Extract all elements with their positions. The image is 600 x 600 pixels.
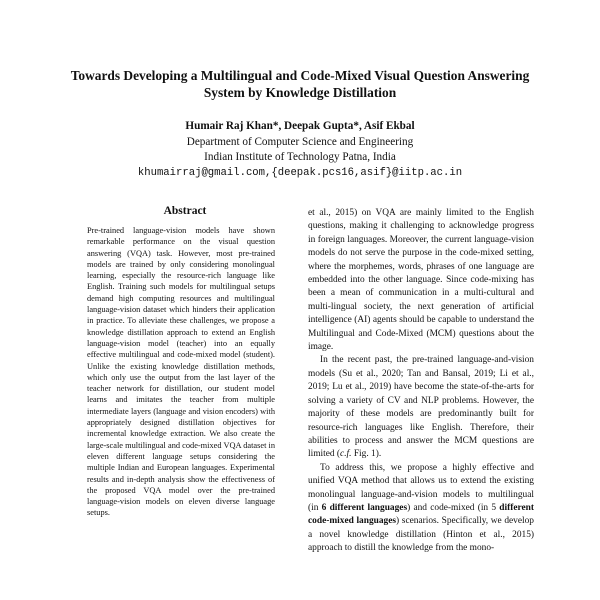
body-paragraph-2 [308,354,534,461]
abstract-text: Pre-trained language-vision models have shown remarkable performance on the visual question answering (VQA) task. However, most pre-trained models are trained by only considering monolingual learning, especially the resource-rich language like English. Training such models for multilingual setups demand high computing resources and multilingual language-vision dataset which hinders their application in practice. To alleviate these challenges, we propose a knowledge distillation approach to extend an English language-vision model (teacher) into an equally effective multilingual and code-mixed model (student). Unlike the existing knowledge distillation methods, which only use the output from the last layer of the teacher network for distillation, our student model learns and imitates the teacher from multiple intermediate layers (language and vision encoders) with appropriately designed distillation objectives for incremental knowledge extraction. We also create the large-scale multilingual and code-mixed VQA dataset in eleven different language setups considering the multiple Indian and European languages. Experimental results and in-depth analysis show the effectiveness of the proposed VQA model over the pre-trained language-vision models on eleven diverse language setups. [87,226,275,518]
body-paragraph-3-part-c: ) and code-mixed (in 5 [407,502,500,513]
body-paragraph-3-part-e: ) scenarios. Specifically, we develop a novel knowledge distillation (Hinton et al., 2015) approach to distill the knowledge from the mono- [308,516,534,554]
body-paragraph-3 [308,462,534,556]
author-block [60,119,540,181]
body-paragraph-3-part-a: To address this, we propose a highly effective and unified VQA method that allows us to extend the existing monolingual language-and-vision models to multilingual (in [308,462,534,513]
abstract-heading: Abstract [163,205,207,217]
institute: Indian Institute of Technology Patna, India [204,151,396,163]
figure-reference: Fig. 1). [351,449,382,460]
cf-abbrev: c.f. [340,449,352,460]
body-paragraph-2-text: In the recent past, the pre-trained language-and-vision models (Su et al., 2020; Tan and Bansal, 2019; Li et al., 2019; Lu et al., 2019) have become the state-of-the-arts for solving a variety of CV and NLP problems. However, the majority of these models are predominantly built for resource-rich languages like English. Therefore, their abilities to process and answer the MCM questions are limited ( [308,355,534,460]
body-column [308,207,534,556]
code-mixed-count-bold: different code-mixed languages [308,502,534,527]
paper-title: Towards Developing a Multilingual and Code-Mixed Visual Question Answering System by Knowledge Distillation [70,68,530,100]
languages-count-bold: 6 different languages [321,502,408,513]
author-names: Humair Raj Khan*, Deepak Gupta*, Asif Ekbal [185,120,415,132]
body-paragraph-1: et al., 2015) on VQA are mainly limited to the English questions, making it challenging to acknowledge progress in foreign languages. Moreover, the current language-vision models do not serve the purpose in the code-mixed setting, where the morphemes, words, phrases of one language are embedded into the other language. Since code-mixing has been a mean of communication in a multi-cultural and multi-lingual society, the next generation of artificial intelligence (AI) agents should be capable to understand the Multilingual and Code-Mixed (MCM) questions about the image. [308,208,534,353]
author-emails: khumairraj@gmail.com,{deepak.pcs16,asif}@iitp.ac.in [137,166,463,179]
department: Department of Computer Science and Engineering [186,135,414,148]
